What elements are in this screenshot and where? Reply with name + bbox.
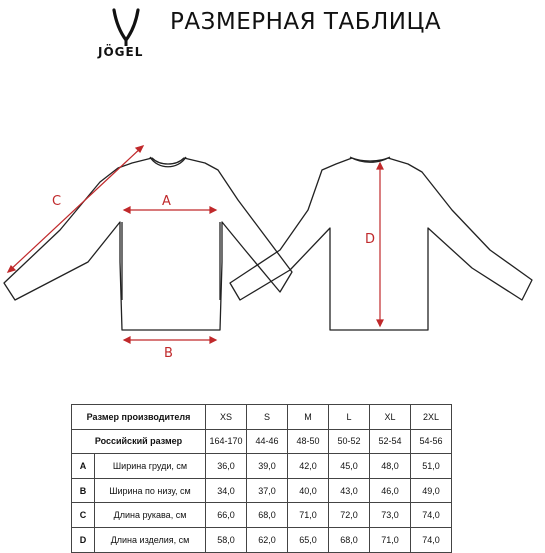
table-cell: XS	[206, 405, 247, 430]
table-cell: 62,0	[247, 527, 288, 552]
table-cell: 54-56	[411, 429, 452, 454]
table-cell: 50-52	[329, 429, 370, 454]
table-cell: 65,0	[288, 527, 329, 552]
table-cell: 74,0	[411, 503, 452, 528]
table-row-russian	[72, 429, 452, 454]
row-letter: B	[72, 478, 95, 503]
table-row-b	[72, 478, 452, 503]
table-cell: 164-170	[206, 429, 247, 454]
size-table	[71, 404, 452, 553]
size-table-container	[71, 404, 452, 553]
table-cell: 34,0	[206, 478, 247, 503]
measure-label-a: A	[162, 194, 171, 209]
brand-name: JÖGEL	[98, 45, 144, 59]
table-cell: 44-46	[247, 429, 288, 454]
shirt-front-outline	[4, 157, 292, 330]
table-cell: S	[247, 405, 288, 430]
table-cell: 40,0	[288, 478, 329, 503]
page-title: РАЗМЕРНАЯ ТАБЛИЦА	[170, 9, 442, 35]
table-cell: XL	[370, 405, 411, 430]
measure-lines	[8, 146, 383, 343]
table-cell: 71,0	[370, 527, 411, 552]
table-cell: L	[329, 405, 370, 430]
table-cell: 72,0	[329, 503, 370, 528]
table-cell: 36,0	[206, 454, 247, 479]
row-name: Длина изделия, см	[95, 527, 206, 552]
row-letter: C	[72, 503, 95, 528]
table-cell: 37,0	[247, 478, 288, 503]
table-cell: 58,0	[206, 527, 247, 552]
row-letter: D	[72, 527, 95, 552]
manufacturer-size-label: Размер производителя	[72, 405, 206, 430]
table-cell: 45,0	[329, 454, 370, 479]
table-cell: 52-54	[370, 429, 411, 454]
table-cell: 68,0	[247, 503, 288, 528]
row-name: Длина рукава, см	[95, 503, 206, 528]
table-cell: 49,0	[411, 478, 452, 503]
header	[0, 0, 545, 80]
table-cell: 46,0	[370, 478, 411, 503]
row-letter: A	[72, 454, 95, 479]
measure-label-b: B	[164, 346, 173, 361]
table-row-manufacturer	[72, 405, 452, 430]
table-cell: 2XL	[411, 405, 452, 430]
table-cell: 71,0	[288, 503, 329, 528]
table-cell: 66,0	[206, 503, 247, 528]
shirt-back-outline	[230, 157, 532, 330]
measure-label-c: C	[52, 194, 62, 209]
table-cell: 74,0	[411, 527, 452, 552]
table-cell: 43,0	[329, 478, 370, 503]
table-row-c	[72, 503, 452, 528]
table-row-a	[72, 454, 452, 479]
table-cell: 42,0	[288, 454, 329, 479]
table-cell: 39,0	[247, 454, 288, 479]
table-cell: 68,0	[329, 527, 370, 552]
measure-label-d: D	[365, 232, 376, 247]
table-row-d	[72, 527, 452, 552]
table-cell: M	[288, 405, 329, 430]
table-cell: 48,0	[370, 454, 411, 479]
table-cell: 73,0	[370, 503, 411, 528]
row-name: Ширина по низу, см	[95, 478, 206, 503]
size-diagram	[0, 120, 545, 380]
table-cell: 51,0	[411, 454, 452, 479]
russian-size-label: Российский размер	[72, 429, 206, 454]
table-cell: 48-50	[288, 429, 329, 454]
row-name: Ширина груди, см	[95, 454, 206, 479]
